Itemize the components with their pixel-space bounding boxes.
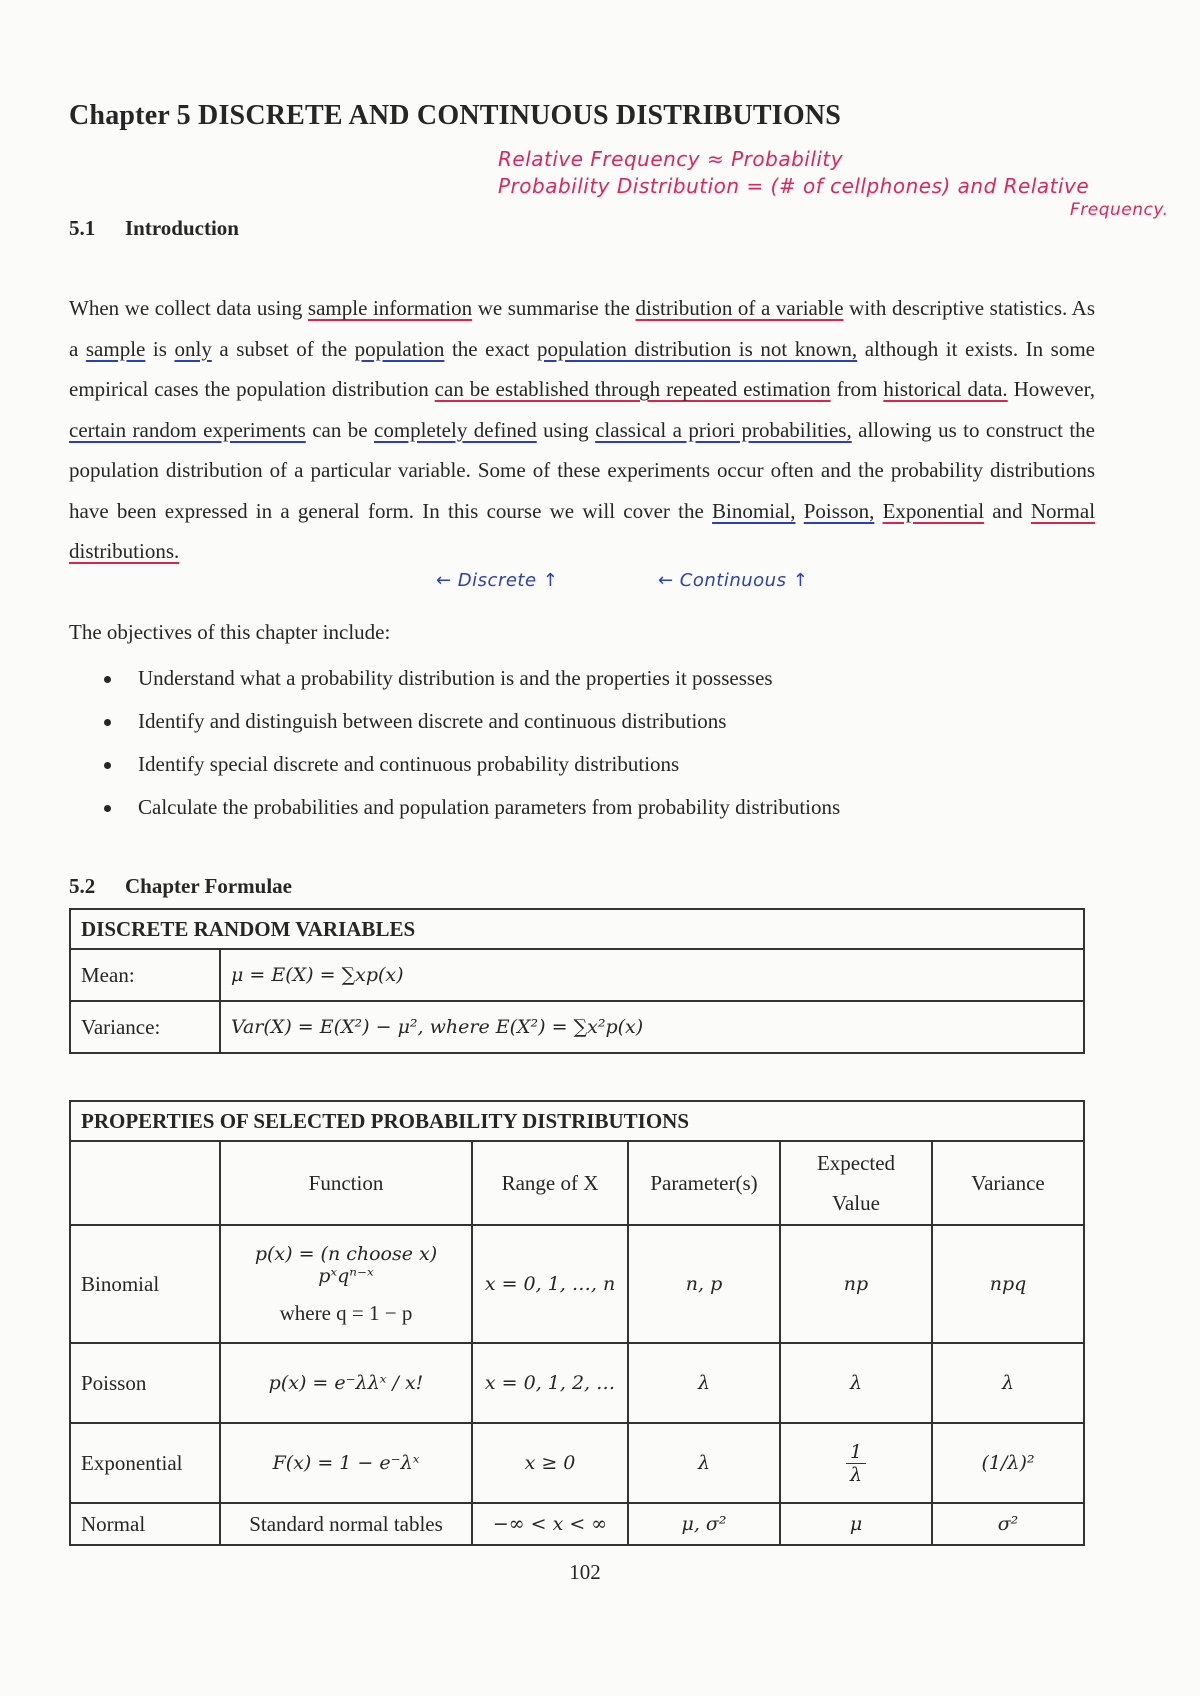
table-row <box>70 949 1084 1001</box>
column-header: Expected Value <box>780 1141 932 1225</box>
section-heading-formulae <box>69 874 292 899</box>
parameters-cell: λ <box>628 1423 780 1503</box>
variance-formula: Var(X) = E(X²) − μ², where E(X²) = ∑x²p(x) <box>220 1001 1084 1053</box>
distribution-name: Poisson <box>70 1343 220 1423</box>
column-header: Variance <box>932 1141 1084 1225</box>
intro-text: When we collect data using <box>69 296 308 320</box>
variance-cell: σ² <box>932 1503 1084 1545</box>
exponential-function: F(x) = 1 − e⁻λˣ <box>220 1423 472 1503</box>
fraction-denominator: λ <box>849 1463 863 1486</box>
poisson-function: p(x) = e⁻λλˣ / x! <box>220 1343 472 1423</box>
underlined-phrase: sample <box>85 336 146 361</box>
expected-value-cell <box>780 1423 932 1503</box>
intro-text: allowing us to construct the population distribution of a particular variable. Some of these experiments occur often and the probability distributions have been expressed in a general form. In this course we will cover the <box>69 417 1095 523</box>
list-item: Understand what a probability distribution is and the properties it possesses <box>100 657 840 700</box>
underlined-phrase: only <box>174 336 212 361</box>
variance-cell: λ <box>932 1343 1084 1423</box>
underlined-phrase: sample information <box>307 296 473 320</box>
underlined-phrase: Normal distributions. <box>69 498 1096 563</box>
expected-value-cell: μ <box>780 1503 932 1545</box>
intro-text: using <box>536 417 596 442</box>
table-header-row <box>70 1141 1084 1225</box>
table-row <box>70 1225 1084 1343</box>
intro-text: However, <box>1007 377 1096 401</box>
range-cell: x ≥ 0 <box>472 1423 628 1503</box>
list-item: Identify and distinguish between discrete and continuous distributions <box>100 700 840 743</box>
list-item: Calculate the probabilities and population parameters from probability distributions <box>100 786 840 829</box>
underlined-phrase: classical a priori probabilities, <box>595 417 852 442</box>
range-cell: x = 0, 1, …, n <box>472 1225 628 1343</box>
underlined-phrase: completely defined <box>374 417 537 442</box>
parameters-cell: μ, σ² <box>628 1503 780 1545</box>
parameters-cell: n, p <box>628 1225 780 1343</box>
distribution-name: Normal <box>70 1503 220 1545</box>
intro-text <box>795 499 803 523</box>
objectives-list <box>100 657 840 829</box>
fraction-numerator: 1 <box>846 1441 866 1464</box>
underlined-phrase: can be established through repeated estimation <box>434 377 831 401</box>
distribution-name: Exponential <box>70 1423 220 1503</box>
mean-label: Mean: <box>70 949 220 1001</box>
empty-header-cell <box>70 1141 220 1225</box>
handwritten-note-continuous: ← Continuous ↑ <box>658 570 809 591</box>
intro-text: the exact <box>444 336 538 361</box>
underlined-phrase: Binomial, <box>712 498 796 523</box>
page-title: Chapter 5 DISCRETE AND CONTINUOUS DISTRIBUTIONS <box>69 100 842 131</box>
underlined-phrase: Poisson, <box>803 498 875 523</box>
variance-cell: npq <box>932 1225 1084 1343</box>
objectives-heading: The objectives of this chapter include: <box>69 620 391 644</box>
range-cell: x = 0, 1, 2, … <box>472 1343 628 1423</box>
section-heading-introduction <box>69 216 239 241</box>
binomial-function-note: where q = 1 − p <box>279 1300 413 1325</box>
handwritten-note-probability-distribution: Probability Distribution = (# of cellphones) and Relative <box>498 174 1090 198</box>
expected-fraction <box>846 1441 866 1486</box>
table-row <box>70 1423 1084 1503</box>
underlined-phrase: distribution of a variable <box>635 296 844 320</box>
intro-paragraph <box>69 288 1095 572</box>
underlined-phrase: population <box>354 336 445 361</box>
intro-text: a subset of the <box>211 336 355 361</box>
mean-formula: μ = E(X) = ∑xp(x) <box>220 949 1084 1001</box>
probability-distributions-table <box>69 1100 1085 1546</box>
intro-text <box>874 499 882 523</box>
expected-value-cell: np <box>780 1225 932 1343</box>
list-item: Identify special discrete and continuous probability distributions <box>100 743 840 786</box>
intro-text: can be <box>305 417 375 442</box>
intro-text: although it exists. In some empirical cases the population distribution <box>69 336 1096 401</box>
handwritten-note-relative-frequency: Relative Frequency ≈ Probability <box>498 147 844 171</box>
handwritten-note-frequency: Frequency. <box>1070 200 1169 220</box>
intro-text: from <box>830 377 884 401</box>
column-header: Range of X <box>472 1141 628 1225</box>
table-row <box>70 1343 1084 1423</box>
section-title: Chapter Formulae <box>125 874 293 898</box>
parameters-cell: λ <box>628 1343 780 1423</box>
underlined-phrase: population distribution is not known, <box>537 336 858 361</box>
underlined-phrase: certain random experiments <box>69 417 306 442</box>
distribution-name: Binomial <box>70 1225 220 1343</box>
underlined-phrase: Exponential <box>882 498 985 523</box>
table-heading: DISCRETE RANDOM VARIABLES <box>70 909 1084 949</box>
range-cell: −∞ < x < ∞ <box>472 1503 628 1545</box>
column-header: Parameter(s) <box>628 1141 780 1225</box>
section-title: Introduction <box>125 216 239 240</box>
normal-function: Standard normal tables <box>220 1503 472 1545</box>
intro-text: and <box>984 498 1031 523</box>
table-heading: PROPERTIES OF SELECTED PROBABILITY DISTRIBUTIONS <box>70 1101 1084 1141</box>
section-number: 5.1 <box>69 216 96 240</box>
section-number: 5.2 <box>69 874 96 898</box>
intro-text: is <box>145 336 175 361</box>
discrete-random-variables-table <box>69 908 1085 1054</box>
handwritten-note-discrete: ← Discrete ↑ <box>436 570 559 591</box>
variance-cell: (1/λ)² <box>932 1423 1084 1503</box>
column-header: Function <box>220 1141 472 1225</box>
table-row <box>70 1001 1084 1053</box>
intro-text: we summarise the <box>472 296 636 320</box>
page-number: 102 <box>569 1560 601 1584</box>
expected-value-cell: λ <box>780 1343 932 1423</box>
function-cell <box>220 1225 472 1343</box>
binomial-function: p(x) = (n choose x) pˣqⁿ⁻ˣ <box>254 1242 438 1287</box>
table-row <box>70 1503 1084 1545</box>
variance-label: Variance: <box>70 1001 220 1053</box>
underlined-phrase: historical data. <box>883 377 1008 401</box>
intro-text: with descriptive statistics. As a <box>69 296 1096 361</box>
